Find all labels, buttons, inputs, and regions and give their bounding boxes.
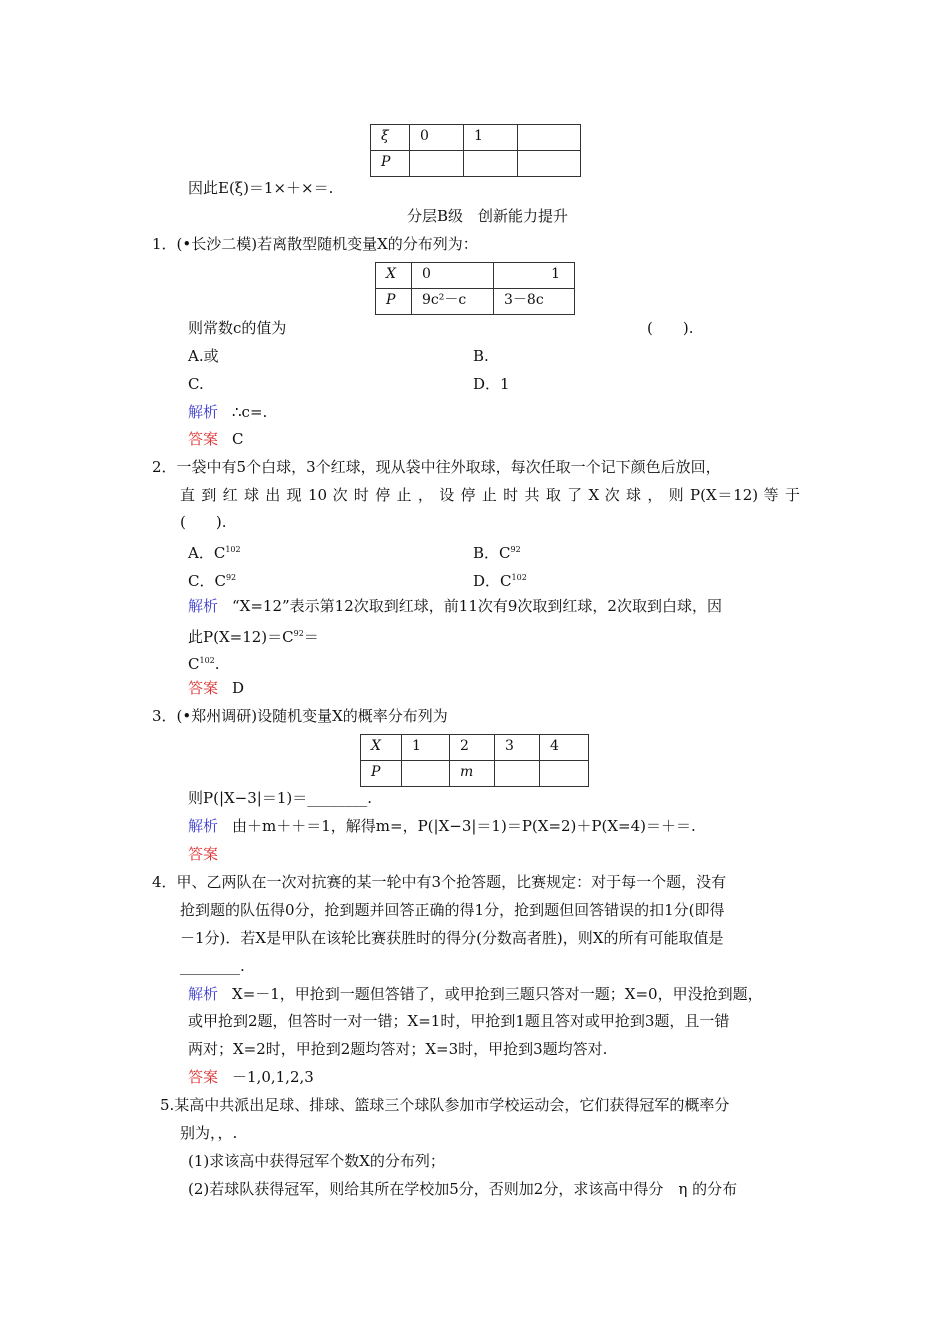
distribution-table-xi [370,124,581,177]
q2-option-d [473,568,527,591]
cell [518,125,581,151]
analysis-text: “X=12”表示第12次取到红球，前11次有9次取到红球，2次取到白球，因 [232,597,722,615]
answer-label: 答案 [188,1068,219,1086]
sup: 92 [510,545,521,554]
q3-stem: 3．(•郑州调研)设随机变量X的概率分布列为 [152,707,448,725]
text: . [214,655,220,673]
q4-answer [188,1067,314,1087]
cell [495,761,540,787]
q1-answer-paren: ( ). [647,319,694,337]
q2-analysis [188,596,722,616]
q1-option-d: D．1 [473,375,510,393]
q2-line1: 2．一袋中有5个白球，3个红球，现从袋中往外取球，每次任取一个记下颜色后放回， [152,458,721,476]
q1-distribution-table [375,262,575,315]
cell: 3 [495,735,540,761]
q4-line2: 抢到题的队伍得0分，抢到题并回答正确的得1分，抢到题但回答错误的扣1分(即得 [180,901,725,919]
cell: ξ [371,125,410,151]
q2-line3: ( ). [180,513,227,531]
cell: 1 [402,735,450,761]
q4-analysis [188,984,763,1004]
q2-option-c [188,568,236,591]
q2-option-b [473,540,521,563]
cell: X [376,263,412,289]
q5-line2: 别为，，. [180,1124,238,1142]
q3-distribution-table [360,734,589,787]
q1-option-a: A.或 [188,347,219,365]
expectation-line: 因此E(ξ)＝1×＋×＝. [188,179,334,197]
cell: 4 [540,735,589,761]
cell: 3－8c [494,289,575,315]
q5-sub2: (2)若球队获得冠军，则给其所在学校加5分，否则加2分，求该高中得分 η 的分布 [188,1180,738,1198]
cell: P [371,151,410,177]
cell: 2 [450,735,495,761]
q1-ask: 则常数c的值为 [188,319,287,337]
label: C．C [188,572,226,590]
sup: 92 [225,573,237,582]
cell: 0 [412,263,494,289]
sup: 102 [199,656,215,665]
label: A．C [188,544,226,562]
cell [518,151,581,177]
answer-text: C [232,430,244,448]
cell [402,761,450,787]
cell [540,761,589,787]
q4-line4: ________. [180,957,245,975]
cell: P [361,761,402,787]
section-heading: 分层B级 创新能力提升 [407,207,569,225]
q4-line3: －1分)．若X是甲队在该轮比赛获胜时的得分(分数高者胜)，则X的所有可能取值是 [180,929,724,947]
q1-answer [188,429,244,449]
answer-text: D [232,679,245,697]
q2-analysis-line3 [188,651,220,674]
q2-option-a [188,540,241,563]
q1-analysis [188,402,267,422]
cell: m [450,761,495,787]
q2-answer [188,678,244,698]
q2-analysis-line2 [188,624,319,647]
q4-analysis-line3: 两对；X=2时，甲抢到2题均答对；X=3时，甲抢到3题均答对. [188,1040,608,1058]
q1-stem: 1．(•长沙二模)若离散型随机变量X的分布列为： [152,235,478,253]
q4-analysis-line2: 或甲抢到2题，但答时一对一错；X=1时，甲抢到1题且答对或甲抢到3题，且一错 [188,1012,730,1030]
analysis-label: 解析 [188,817,219,835]
analysis-text: X=－1，甲抢到一题但答错了，或甲抢到三题只答对一题；X=0，甲没抢到题， [232,985,763,1003]
q1-option-c: C. [188,375,204,393]
answer-label: 答案 [188,430,219,448]
text: 此P(X=12)＝C [188,628,294,646]
q4-line1: 4．甲、乙两队在一次对抗赛的某一轮中有3个抢答题，比赛规定：对于每一个题，没有 [152,873,727,891]
sup: 92 [293,629,304,638]
cell: 9c²－c [412,289,494,315]
q2-line2: 直 到 红 球 出 现 10 次 时 停 止 ， 设 停 止 时 共 取 了 X 次 球 ， 则 P(X＝12) 等 于 [180,486,800,504]
answer-label: 答案 [188,679,219,697]
q3-answer [188,844,232,864]
sup: 102 [225,545,241,554]
q3-analysis [188,816,696,836]
q5-line1: 5.某高中共派出足球、排球、篮球三个球队参加市学校运动会，它们获得冠军的概率分 [160,1096,730,1114]
cell: P [376,289,412,315]
q3-ask: 则P(|X−3|＝1)＝________. [188,789,373,807]
cell: 0 [410,125,464,151]
analysis-text: ∴c=. [232,403,268,421]
answer-text: －1,0,1,2,3 [232,1068,314,1086]
label: D．C [473,572,512,590]
cell: X [361,735,402,761]
label: B．C [473,544,511,562]
cell [410,151,464,177]
text: C [188,655,200,673]
analysis-text: 由＋m＋＋＝1，解得m=，P(|X−3|＝1)＝P(X=2)＋P(X=4)＝＋＝. [232,817,696,835]
analysis-label: 解析 [188,597,219,615]
cell: 1 [494,263,575,289]
text: ＝ [303,628,319,646]
q1-option-b: B. [473,347,489,365]
cell: 1 [464,125,518,151]
sup: 102 [511,573,527,582]
analysis-label: 解析 [188,403,219,421]
cell [464,151,518,177]
q5-sub1: (1)求该高中获得冠军个数X的分布列； [188,1152,445,1170]
analysis-label: 解析 [188,985,219,1003]
answer-label: 答案 [188,845,219,863]
